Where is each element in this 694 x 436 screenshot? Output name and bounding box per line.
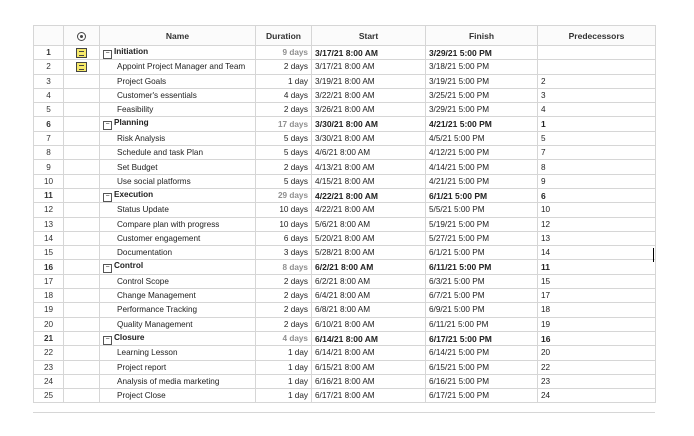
- task-name-cell[interactable]: [100, 360, 256, 374]
- summary-task-row[interactable]: [34, 46, 656, 60]
- task-rows: [34, 46, 656, 403]
- task-id-cell[interactable]: 25: [34, 389, 64, 403]
- finish-cell[interactable]: 3/29/21 5:00 PM: [426, 46, 538, 60]
- predecessors-cell[interactable]: 6: [538, 188, 656, 202]
- task-id-cell[interactable]: 17: [34, 274, 64, 288]
- predecessors-cell[interactable]: 12: [538, 217, 656, 231]
- finish-cell[interactable]: 5/19/21 5:00 PM: [426, 217, 538, 231]
- start-cell[interactable]: 5/28/21 8:00 AM: [312, 246, 426, 260]
- task-name: Performance Tracking: [117, 305, 198, 315]
- column-header-finish[interactable]: Finish: [426, 26, 538, 46]
- duration-cell[interactable]: 10 days: [256, 217, 312, 231]
- header-row: [34, 26, 656, 46]
- task-row[interactable]: [34, 303, 656, 317]
- indicator-cell: [64, 331, 100, 345]
- finish-cell[interactable]: 6/15/21 5:00 PM: [426, 360, 538, 374]
- task-name: Compare plan with progress: [117, 219, 220, 229]
- finish-cell[interactable]: 4/21/21 5:00 PM: [426, 117, 538, 131]
- duration-cell[interactable]: 2 days: [256, 60, 312, 74]
- duration-cell[interactable]: 1 day: [256, 374, 312, 388]
- task-row[interactable]: [34, 246, 656, 260]
- task-name: Control Scope: [117, 276, 169, 286]
- indicator-cell: [64, 231, 100, 245]
- duration-cell[interactable]: 1 day: [256, 74, 312, 88]
- task-id-cell[interactable]: 3: [34, 74, 64, 88]
- task-name-cell[interactable]: [100, 131, 256, 145]
- task-name: Customer's essentials: [117, 91, 197, 101]
- start-cell[interactable]: 6/14/21 8:00 AM: [312, 331, 426, 345]
- duration-cell[interactable]: 5 days: [256, 146, 312, 160]
- task-name: Feasibility: [117, 105, 154, 115]
- task-row[interactable]: [34, 317, 656, 331]
- summary-task-row[interactable]: [34, 117, 656, 131]
- indicator-cell: [64, 303, 100, 317]
- start-cell[interactable]: 3/30/21 8:00 AM: [312, 117, 426, 131]
- task-row[interactable]: [34, 289, 656, 303]
- indicator-cell: [64, 246, 100, 260]
- duration-cell[interactable]: 1 day: [256, 346, 312, 360]
- start-cell[interactable]: 6/8/21 8:00 AM: [312, 303, 426, 317]
- indicator-cell: [64, 131, 100, 145]
- predecessors-cell[interactable]: [538, 60, 656, 74]
- predecessors-cell[interactable]: 22: [538, 360, 656, 374]
- collapse-toggle-icon[interactable]: −: [103, 50, 112, 59]
- task-name-cell[interactable]: [100, 217, 256, 231]
- collapse-toggle-icon[interactable]: −: [103, 264, 112, 273]
- finish-cell[interactable]: 6/7/21 5:00 PM: [426, 289, 538, 303]
- task-id-cell[interactable]: 19: [34, 303, 64, 317]
- start-cell[interactable]: 4/22/21 8:00 AM: [312, 188, 426, 202]
- duration-cell[interactable]: 2 days: [256, 289, 312, 303]
- finish-cell[interactable]: 6/14/21 5:00 PM: [426, 346, 538, 360]
- duration-cell[interactable]: 2 days: [256, 274, 312, 288]
- predecessors-cell[interactable]: 20: [538, 346, 656, 360]
- task-row[interactable]: [34, 231, 656, 245]
- task-id-cell[interactable]: 12: [34, 203, 64, 217]
- duration-cell[interactable]: 29 days: [256, 188, 312, 202]
- duration-cell[interactable]: 9 days: [256, 46, 312, 60]
- task-row[interactable]: [34, 160, 656, 174]
- task-name-cell[interactable]: [100, 103, 256, 117]
- task-sheet: [33, 25, 656, 403]
- task-name-cell[interactable]: [100, 46, 256, 60]
- finish-cell[interactable]: 4/12/21 5:00 PM: [426, 146, 538, 160]
- predecessors-cell[interactable]: 15: [538, 274, 656, 288]
- start-cell[interactable]: 3/17/21 8:00 AM: [312, 60, 426, 74]
- finish-cell[interactable]: 6/17/21 5:00 PM: [426, 389, 538, 403]
- start-cell[interactable]: 6/16/21 8:00 AM: [312, 374, 426, 388]
- task-name-cell[interactable]: [100, 374, 256, 388]
- duration-cell[interactable]: 2 days: [256, 317, 312, 331]
- duration-cell[interactable]: 4 days: [256, 88, 312, 102]
- collapse-toggle-icon[interactable]: −: [103, 121, 112, 130]
- start-cell[interactable]: 3/19/21 8:00 AM: [312, 74, 426, 88]
- duration-cell[interactable]: 10 days: [256, 203, 312, 217]
- indicator-cell: [64, 174, 100, 188]
- predecessors-cell[interactable]: 4: [538, 103, 656, 117]
- text-cursor: [653, 248, 654, 262]
- finish-cell[interactable]: 3/29/21 5:00 PM: [426, 103, 538, 117]
- indicator-cell: [64, 217, 100, 231]
- duration-cell[interactable]: 6 days: [256, 231, 312, 245]
- indicator-cell: [64, 117, 100, 131]
- finish-cell[interactable]: 6/17/21 5:00 PM: [426, 331, 538, 345]
- predecessors-cell[interactable]: [538, 46, 656, 60]
- note-indicator-icon[interactable]: [76, 48, 87, 58]
- task-name: Analysis of media marketing: [117, 376, 220, 386]
- column-header-name[interactable]: Name: [100, 26, 256, 46]
- predecessors-cell[interactable]: 9: [538, 174, 656, 188]
- finish-cell[interactable]: 3/25/21 5:00 PM: [426, 88, 538, 102]
- predecessors-cell[interactable]: 13: [538, 231, 656, 245]
- finish-cell[interactable]: 3/18/21 5:00 PM: [426, 60, 538, 74]
- start-cell[interactable]: 4/22/21 8:00 AM: [312, 203, 426, 217]
- finish-cell[interactable]: 4/5/21 5:00 PM: [426, 131, 538, 145]
- task-name-cell[interactable]: [100, 246, 256, 260]
- indicator-cell: [64, 317, 100, 331]
- task-name-cell[interactable]: [100, 60, 256, 74]
- task-row[interactable]: [34, 346, 656, 360]
- task-id-cell[interactable]: 7: [34, 131, 64, 145]
- grid-bottom-border: [33, 412, 655, 413]
- duration-cell[interactable]: 2 days: [256, 303, 312, 317]
- predecessors-cell[interactable]: 7: [538, 146, 656, 160]
- start-cell[interactable]: 5/20/21 8:00 AM: [312, 231, 426, 245]
- task-name: Schedule and task Plan: [117, 148, 204, 158]
- column-header-id[interactable]: [34, 26, 64, 46]
- task-id-cell[interactable]: 23: [34, 360, 64, 374]
- task-name: Execution: [114, 189, 154, 199]
- indicator-cell: [64, 146, 100, 160]
- finish-cell[interactable]: 6/11/21 5:00 PM: [426, 317, 538, 331]
- task-name-cell[interactable]: [100, 160, 256, 174]
- indicator-cell: [64, 46, 100, 60]
- duration-cell[interactable]: 5 days: [256, 131, 312, 145]
- task-name: Quality Management: [117, 319, 193, 329]
- start-cell[interactable]: 6/10/21 8:00 AM: [312, 317, 426, 331]
- predecessors-cell[interactable]: 17: [538, 289, 656, 303]
- start-cell[interactable]: 6/15/21 8:00 AM: [312, 360, 426, 374]
- predecessors-cell[interactable]: 11: [538, 260, 656, 274]
- predecessors-cell[interactable]: 5: [538, 131, 656, 145]
- start-cell[interactable]: 6/14/21 8:00 AM: [312, 346, 426, 360]
- task-name: Risk Analysis: [117, 133, 166, 143]
- start-cell[interactable]: 4/6/21 8:00 AM: [312, 146, 426, 160]
- task-name-cell[interactable]: [100, 317, 256, 331]
- duration-cell[interactable]: 8 days: [256, 260, 312, 274]
- task-id-cell[interactable]: 24: [34, 374, 64, 388]
- task-row[interactable]: [34, 174, 656, 188]
- predecessors-cell[interactable]: 18: [538, 303, 656, 317]
- indicator-cell: [64, 88, 100, 102]
- task-name-cell[interactable]: [100, 303, 256, 317]
- finish-cell[interactable]: 4/21/21 5:00 PM: [426, 174, 538, 188]
- finish-cell[interactable]: 5/27/21 5:00 PM: [426, 231, 538, 245]
- task-name: Closure: [114, 332, 145, 342]
- indicator-cell: [64, 289, 100, 303]
- duration-cell[interactable]: 5 days: [256, 174, 312, 188]
- column-header-indicators[interactable]: [64, 26, 100, 46]
- indicator-cell: [64, 60, 100, 74]
- task-row[interactable]: [34, 88, 656, 102]
- task-name: Documentation: [117, 248, 173, 258]
- start-cell[interactable]: 6/4/21 8:00 AM: [312, 289, 426, 303]
- task-name-cell[interactable]: [100, 117, 256, 131]
- column-header-start[interactable]: Start: [312, 26, 426, 46]
- task-name: Use social platforms: [117, 176, 191, 186]
- finish-cell[interactable]: 6/9/21 5:00 PM: [426, 303, 538, 317]
- task-row[interactable]: [34, 374, 656, 388]
- task-name: Change Management: [117, 291, 196, 301]
- start-cell[interactable]: 4/13/21 8:00 AM: [312, 160, 426, 174]
- task-name-cell[interactable]: [100, 389, 256, 403]
- indicator-cell: [64, 188, 100, 202]
- predecessors-cell[interactable]: 2: [538, 74, 656, 88]
- predecessors-cell[interactable]: 23: [538, 374, 656, 388]
- duration-cell[interactable]: 1 day: [256, 389, 312, 403]
- finish-cell[interactable]: 5/5/21 5:00 PM: [426, 203, 538, 217]
- task-name-cell[interactable]: [100, 231, 256, 245]
- task-name: Planning: [114, 118, 149, 128]
- collapse-toggle-icon[interactable]: −: [103, 336, 112, 345]
- task-id-cell[interactable]: 9: [34, 160, 64, 174]
- task-name-cell[interactable]: [100, 274, 256, 288]
- finish-cell[interactable]: 6/3/21 5:00 PM: [426, 274, 538, 288]
- task-name: Initiation: [114, 46, 149, 56]
- predecessors-cell[interactable]: 19: [538, 317, 656, 331]
- task-id-cell[interactable]: 22: [34, 346, 64, 360]
- task-name: Control: [114, 261, 144, 271]
- task-id-cell[interactable]: 13: [34, 217, 64, 231]
- task-name: Customer engagement: [117, 234, 201, 243]
- task-row[interactable]: [34, 203, 656, 217]
- task-id-cell[interactable]: 6: [34, 117, 64, 131]
- task-name-cell[interactable]: [100, 331, 256, 345]
- task-row[interactable]: [34, 389, 656, 403]
- task-name-cell[interactable]: [100, 289, 256, 303]
- finish-cell[interactable]: 6/1/21 5:00 PM: [426, 188, 538, 202]
- task-row[interactable]: [34, 217, 656, 231]
- note-indicator-icon[interactable]: [76, 62, 87, 72]
- task-id-cell[interactable]: 11: [34, 188, 64, 202]
- task-id-cell[interactable]: 20: [34, 317, 64, 331]
- indicator-cell: [64, 274, 100, 288]
- finish-cell[interactable]: 3/19/21 5:00 PM: [426, 74, 538, 88]
- start-cell[interactable]: 6/2/21 8:00 AM: [312, 260, 426, 274]
- collapse-toggle-icon[interactable]: −: [103, 193, 112, 202]
- duration-cell[interactable]: 1 day: [256, 360, 312, 374]
- task-name: Project Goals: [117, 76, 167, 86]
- summary-task-row[interactable]: [34, 188, 656, 202]
- task-row[interactable]: [34, 146, 656, 160]
- finish-cell[interactable]: 6/1/21 5:00 PM: [426, 246, 538, 260]
- indicator-cell: [64, 389, 100, 403]
- task-name-cell[interactable]: [100, 74, 256, 88]
- predecessors-cell[interactable]: 8: [538, 160, 656, 174]
- duration-cell[interactable]: 3 days: [256, 246, 312, 260]
- duration-cell[interactable]: 2 days: [256, 160, 312, 174]
- finish-cell[interactable]: 6/16/21 5:00 PM: [426, 374, 538, 388]
- start-cell[interactable]: 4/15/21 8:00 AM: [312, 174, 426, 188]
- start-cell[interactable]: 3/26/21 8:00 AM: [312, 103, 426, 117]
- indicator-cell: [64, 260, 100, 274]
- task-name-cell[interactable]: [100, 174, 256, 188]
- finish-cell[interactable]: 4/14/21 5:00 PM: [426, 160, 538, 174]
- predecessors-cell[interactable]: 16: [538, 331, 656, 345]
- task-id-cell[interactable]: 8: [34, 146, 64, 160]
- task-row[interactable]: [34, 274, 656, 288]
- task-name: Project report: [117, 362, 167, 372]
- info-indicator-icon: [77, 32, 86, 41]
- indicator-cell: [64, 74, 100, 88]
- indicator-cell: [64, 374, 100, 388]
- start-cell[interactable]: 3/30/21 8:00 AM: [312, 131, 426, 145]
- task-row[interactable]: [34, 360, 656, 374]
- predecessors-cell[interactable]: 24: [538, 389, 656, 403]
- duration-cell[interactable]: 17 days: [256, 117, 312, 131]
- task-name-cell[interactable]: [100, 146, 256, 160]
- summary-task-row[interactable]: [34, 260, 656, 274]
- task-id-cell[interactable]: 18: [34, 289, 64, 303]
- start-cell[interactable]: 3/22/21 8:00 AM: [312, 88, 426, 102]
- task-name-cell[interactable]: [100, 346, 256, 360]
- summary-task-row[interactable]: [34, 331, 656, 345]
- task-row[interactable]: [34, 74, 656, 88]
- indicator-cell: [64, 360, 100, 374]
- task-id-cell[interactable]: 1: [34, 46, 64, 60]
- predecessors-cell[interactable]: 1: [538, 117, 656, 131]
- task-id-cell[interactable]: 10: [34, 174, 64, 188]
- task-id-cell[interactable]: 16: [34, 260, 64, 274]
- start-cell[interactable]: 3/17/21 8:00 AM: [312, 46, 426, 60]
- duration-cell[interactable]: 2 days: [256, 103, 312, 117]
- task-name-cell[interactable]: [100, 260, 256, 274]
- indicator-cell: [64, 346, 100, 360]
- start-cell[interactable]: 6/17/21 8:00 AM: [312, 389, 426, 403]
- task-id-cell[interactable]: 5: [34, 103, 64, 117]
- predecessors-cell[interactable]: 14: [538, 246, 656, 260]
- finish-cell[interactable]: 6/11/21 5:00 PM: [426, 260, 538, 274]
- task-id-cell[interactable]: 14: [34, 231, 64, 245]
- task-name: Learning Lesson: [117, 348, 178, 358]
- duration-cell[interactable]: 4 days: [256, 331, 312, 345]
- task-name: Appoint Project Manager and Team: [117, 62, 246, 72]
- task-id-cell[interactable]: 21: [34, 331, 64, 345]
- predecessors-cell[interactable]: 3: [538, 88, 656, 102]
- task-name: Project Close: [117, 391, 166, 401]
- column-header-duration[interactable]: Duration: [256, 26, 312, 46]
- start-cell[interactable]: 6/2/21 8:00 AM: [312, 274, 426, 288]
- task-id-cell[interactable]: 15: [34, 246, 64, 260]
- task-id-cell[interactable]: 2: [34, 60, 64, 74]
- task-id-cell[interactable]: 4: [34, 88, 64, 102]
- task-name-cell[interactable]: [100, 188, 256, 202]
- task-name: Status Update: [117, 205, 169, 215]
- task-row[interactable]: [34, 103, 656, 117]
- start-cell[interactable]: 5/6/21 8:00 AM: [312, 217, 426, 231]
- indicator-cell: [64, 103, 100, 117]
- task-name-cell[interactable]: [100, 203, 256, 217]
- task-name: Set Budget: [117, 162, 158, 172]
- column-header-predecessors[interactable]: Predecessors: [538, 26, 656, 46]
- indicator-cell: [64, 160, 100, 174]
- predecessors-cell[interactable]: 10: [538, 203, 656, 217]
- indicator-cell: [64, 203, 100, 217]
- task-row[interactable]: [34, 60, 656, 74]
- task-row[interactable]: [34, 131, 656, 145]
- task-name-cell[interactable]: [100, 88, 256, 102]
